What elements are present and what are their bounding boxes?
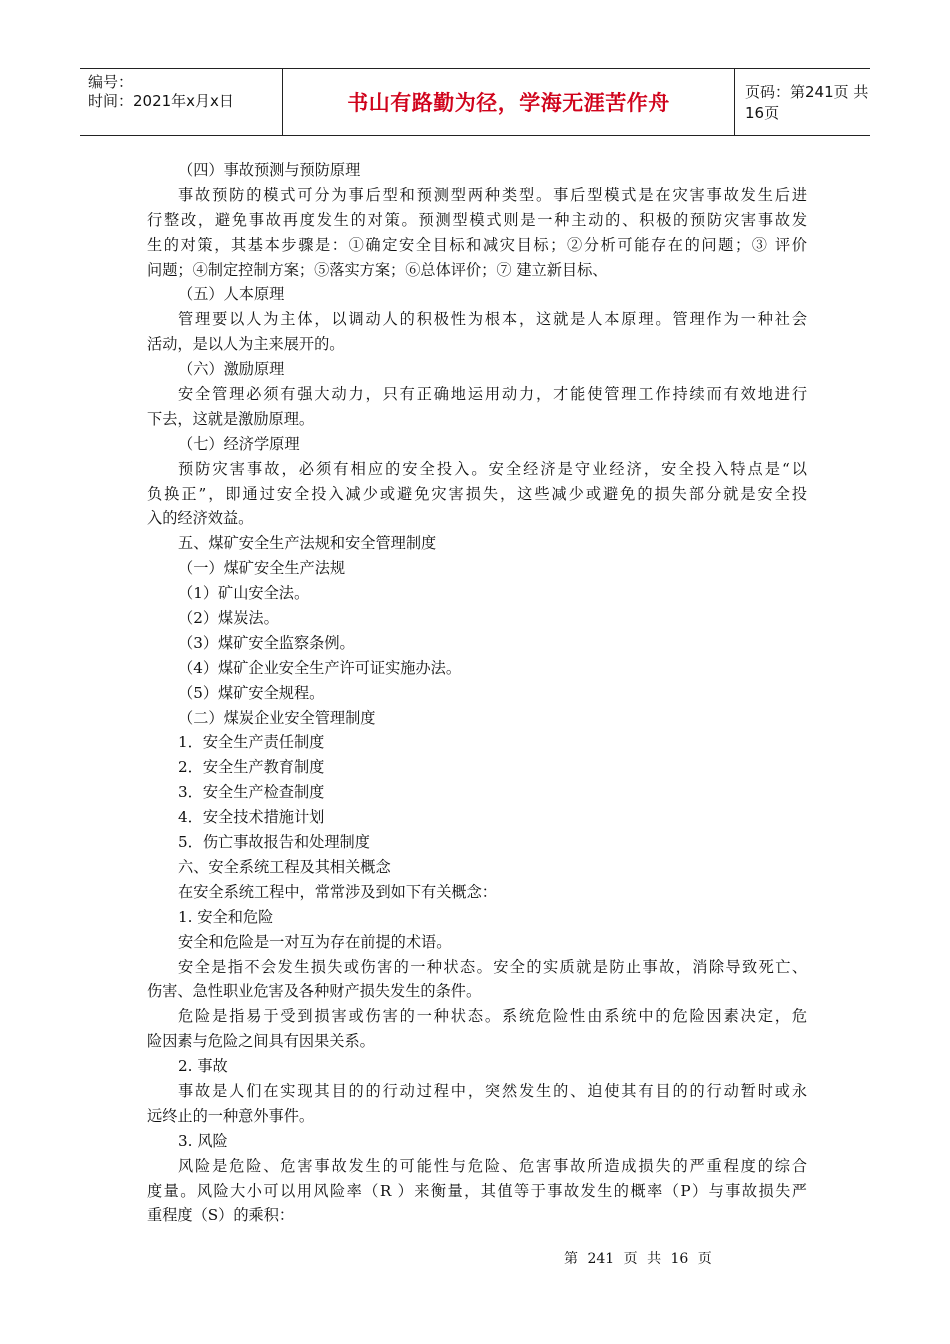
list-item: 1．安全生产责任制度: [178, 733, 325, 752]
list-item: （3）煤矿安全监察条例。: [178, 633, 355, 652]
paragraph-line: 预防灾害事故，必须有相应的安全投入。安全经济是守业经济，安全投入特点是“以: [178, 459, 807, 478]
list-item: （4）煤矿企业安全生产许可证实施办法。: [178, 658, 462, 677]
section-heading: （四）事故预测与预防原理: [178, 161, 361, 179]
page-header: [80, 68, 870, 136]
number-label: 编号：: [88, 73, 134, 91]
paragraph-line: 下去，这就是激励原理。: [147, 409, 315, 428]
paragraph-line: 行整改，避免事故再度发生的对策。预测型模式则是一种主动的、积极的预防灾害事故发: [147, 210, 807, 229]
paragraph-line: 远终止的一种意外事件。: [147, 1106, 315, 1125]
header-info-cell: [80, 69, 283, 135]
section-heading: （六）激励原理: [178, 360, 285, 379]
paragraph-line: 危险是指易于受到损害或伤害的一种状态。系统危险性由系统中的危险因素决定，危: [178, 1007, 807, 1026]
list-item: 3．安全生产检查制度: [178, 783, 325, 802]
paragraph-line: 安全管理必须有强大动力，只有正确地运用动力，才能使管理工作持续而有效地进行: [178, 385, 807, 404]
paragraph-line: 负换正”，即通过安全投入减少或避免灾害损失，这些减少或避免的损失部分就是安全投: [147, 484, 807, 503]
date-label: 时间：2021年x月x日: [88, 92, 234, 110]
header-motto-cell: [283, 69, 735, 135]
subsection-heading: 1. 安全和危险: [178, 907, 274, 926]
header-page-cell: [735, 69, 870, 135]
list-item: 5．伤亡事故报告和处理制度: [178, 833, 370, 852]
paragraph-line: 问题；④制定控制方案；⑤落实方案；⑥总体评价；⑦ 建立新目标、: [147, 260, 608, 279]
list-item: 2．安全生产教育制度: [178, 758, 325, 777]
chapter-heading: 五、煤矿安全生产法规和安全管理制度: [178, 534, 437, 553]
paragraph-line: 重程度（S）的乘积：: [147, 1206, 295, 1225]
paragraph-line: 活动，是以人为主来展开的。: [147, 335, 345, 354]
page-footer: 第 241 页 共 16 页: [564, 1251, 712, 1267]
document-body: [147, 158, 807, 1228]
subsection-heading: 2. 事故: [178, 1057, 228, 1076]
paragraph-line: 在安全系统工程中，常常涉及到如下有关概念：: [178, 882, 497, 901]
paragraph-line: 险因素与危险之间具有因果关系。: [147, 1032, 375, 1051]
paragraph-line: 伤害、急性职业危害及各种财产损失发生的条件。: [147, 982, 482, 1001]
subsection-heading: 3. 风险: [178, 1131, 228, 1150]
paragraph-line: 管理要以人为主体，以调动人的积极性为根本，这就是人本原理。管理作为一种社会: [178, 310, 807, 329]
section-heading: （一）煤矿安全生产法规: [178, 559, 346, 578]
section-heading: （七）经济学原理: [178, 434, 300, 453]
list-item: （5）煤矿安全规程。: [178, 683, 325, 702]
section-heading: （五）人本原理: [178, 285, 285, 304]
paragraph-line: 安全是指不会发生损失或伤害的一种状态。安全的实质就是防止事故，消除导致死亡、: [178, 957, 807, 976]
paragraph-line: 入的经济效益。: [147, 509, 254, 528]
paragraph-line: 事故预防的模式可分为事后型和预测型两种类型。事后型模式是在灾害事故发生后进: [178, 185, 807, 204]
chapter-heading: 六、安全系统工程及其相关概念: [178, 857, 391, 876]
paragraph-line: 安全和危险是一对互为存在前提的术语。: [178, 932, 452, 951]
paragraph-line: 度量。风险大小可以用风险率（R ）来衡量，其值等于事故发生的概率（P）与事故损失严: [147, 1181, 807, 1200]
page-label: 页码：第241页 共16页: [745, 83, 869, 122]
section-heading: （二）煤炭企业安全管理制度: [178, 708, 376, 727]
list-item: （2）煤炭法。: [178, 609, 279, 628]
paragraph-line: 事故是人们在实现其目的的行动过程中，突然发生的、迫使其有目的的行动暂时或永: [178, 1081, 807, 1100]
list-item: 4．安全技术措施计划: [178, 808, 325, 827]
motto-text: 书山有路勤为径，学海无涯苦作舟: [347, 91, 670, 115]
paragraph-line: 生的对策，其基本步骤是：①确定安全目标和减灾目标；②分析可能存在的问题；③ 评价: [147, 235, 807, 254]
list-item: （1）矿山安全法。: [178, 584, 310, 603]
paragraph-line: 风险是危险、危害事故发生的可能性与危险、危害事故所造成损失的严重程度的综合: [178, 1156, 807, 1175]
